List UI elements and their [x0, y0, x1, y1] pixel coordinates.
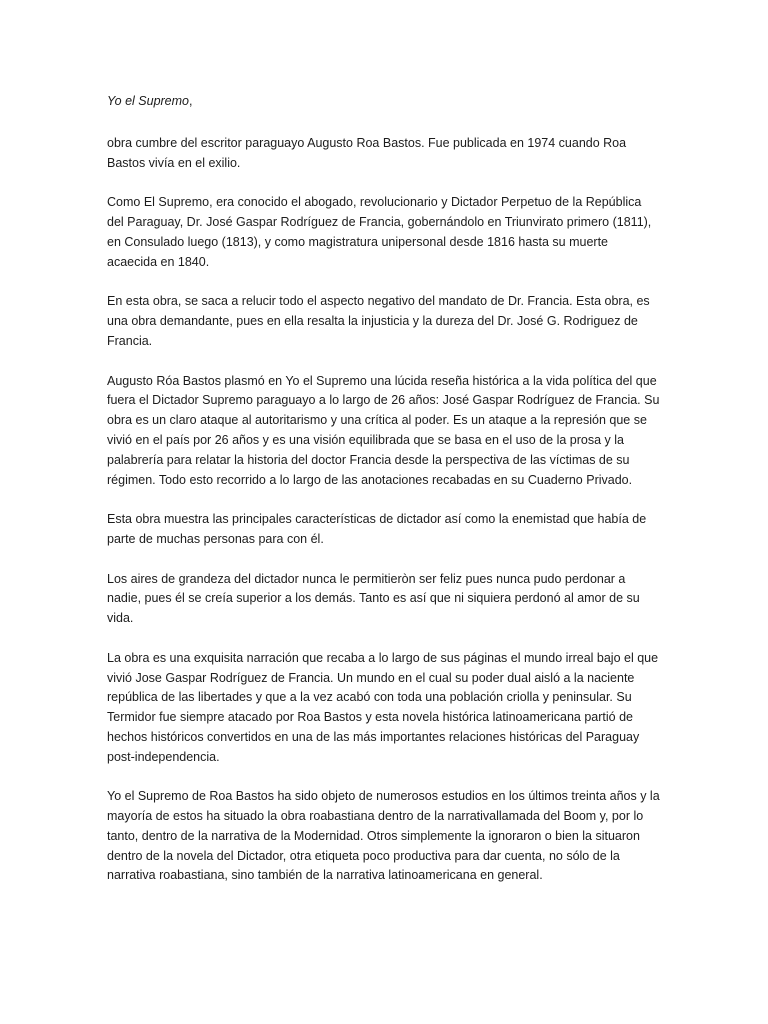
paragraph-line: La obra es una exquisita narración que recaba a lo largo de sus páginas el mundo irreal bajo el que	[107, 650, 659, 665]
title-italic-text: Yo el Supremo	[107, 94, 189, 108]
paragraph-line: mayoría de estos ha situado la obra roabastiana dentro de la narrativallamada del Boom y, por lo	[107, 809, 644, 824]
paragraph-line: Esta obra muestra las principales características de dictador así como la enemistad que había de	[107, 512, 647, 527]
paragraph-line: del Paraguay, Dr. José Gaspar Rodríguez de Francia, gobernándolo en Triunvirato primero (1811),	[107, 215, 652, 230]
paragraph-line: vivió en el país por 26 años y es una visión equilibrada que se basa en el uso de la prosa y la	[107, 432, 624, 447]
paragraph-line: régimen. Todo esto recorrido a lo largo de las anotaciones recabadas en su Cuaderno Privado.	[107, 472, 633, 487]
paragraph-line: Termidor fue siempre atacado por Roa Bastos y esta novela histórica latinoamericana partió de	[107, 710, 633, 725]
paragraph-line: república de las libertades y que a la vez acabó con toda una población criolla y peninsular. Su	[107, 690, 632, 705]
paragraph	[107, 787, 707, 886]
paragraph	[107, 510, 707, 550]
paragraph-line: Francia.	[107, 333, 153, 348]
title-trailing-comma: ,	[189, 94, 193, 108]
paragraph-line: parte de muchas personas para con él.	[107, 531, 324, 546]
paragraph	[107, 134, 707, 174]
paragraph-line: tanto, dentro de la narrativa de la Modernidad. Otros simplemente la ignoraron o bien la situaron	[107, 828, 640, 843]
paragraph-line: obra es un claro ataque al autoritarismo y una crítica al poder. Es un ataque a la represión que se	[107, 413, 647, 428]
paragraph-line: vivió Jose Gaspar Rodríguez de Francia. Un mundo en el cual su poder dual aisló a la naciente	[107, 670, 635, 685]
paragraph-line: hechos históricos convertidos en una de las más importantes relaciones históricas del Paraguay	[107, 729, 640, 744]
document-page	[107, 86, 707, 906]
paragraph	[107, 292, 707, 351]
paragraph-line: Yo el Supremo de Roa Bastos ha sido objeto de numerosos estudios en los últimos treinta años y la	[107, 789, 660, 804]
paragraph-line: post-independencia.	[107, 749, 220, 764]
paragraph-line: acaecida en 1840.	[107, 254, 210, 269]
document-body	[107, 134, 707, 886]
paragraph-line: Augusto Róa Bastos plasmó en Yo el Supremo una lúcida reseña histórica a la vida política del que	[107, 373, 657, 388]
paragraph	[107, 193, 707, 272]
paragraph-line: narrativa roabastiana, sino también de la narrativa latinoamericana en general.	[107, 868, 543, 883]
paragraph	[107, 570, 707, 629]
paragraph-line: fuera el Dictador Supremo paraguayo a lo largo de 26 años: José Gaspar Rodríguez de Francia. Su	[107, 393, 660, 408]
paragraph	[107, 649, 707, 768]
paragraph-line: en Consulado luego (1813), y como magistratura unipersonal desde 1816 hasta su muerte	[107, 234, 609, 249]
paragraph-line: una obra demandante, pues en ella resalta la injusticia y la dureza del Dr. José G. Rodriguez de	[107, 314, 638, 329]
document-title	[107, 86, 707, 116]
paragraph-line: palabrería para relatar la historia del doctor Francia desde la perspectiva de las víctimas de su	[107, 452, 630, 467]
paragraph-line: nadie, pues él se creía superior a los demás. Tanto es así que ni siquiera perdonó al amor de su	[107, 591, 640, 606]
paragraph	[107, 372, 707, 491]
paragraph-line: Los aires de grandeza del dictador nunca le permitieròn ser feliz pues nunca pudo perdonar a	[107, 571, 626, 586]
paragraph-line: Bastos vivía en el exilio.	[107, 155, 241, 170]
paragraph-line: obra cumbre del escritor paraguayo Augusto Roa Bastos. Fue publicada en 1974 cuando Roa	[107, 136, 627, 150]
paragraph-line: En esta obra, se saca a relucir todo el aspecto negativo del mandato de Dr. Francia. Esta obra, es	[107, 294, 650, 309]
paragraph-line: vida.	[107, 611, 134, 626]
paragraph-line: dentro de la novela del Dictador, otra etiqueta poco productiva para dar cuenta, no sólo de la	[107, 848, 620, 863]
paragraph-line: Como El Supremo, era conocido el abogado, revolucionario y Dictador Perpetuo de la República	[107, 195, 642, 210]
